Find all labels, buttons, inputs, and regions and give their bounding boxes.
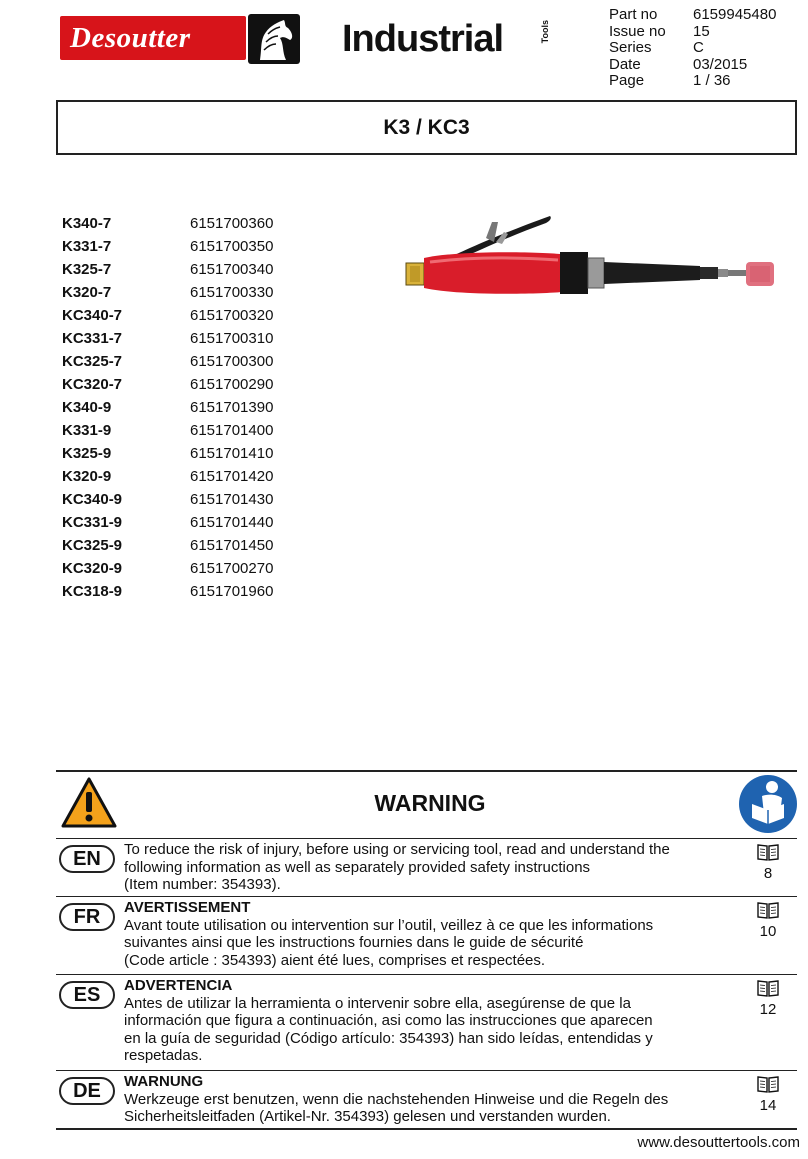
language-heading: WARNUNG bbox=[124, 1073, 204, 1090]
model-row: K325-7 6151700340 bbox=[62, 261, 274, 278]
language-heading: ADVERTENCIA bbox=[124, 977, 233, 994]
language-block-de bbox=[56, 1070, 797, 1128]
model-row: KC325-9 6151701450 bbox=[62, 537, 274, 554]
book-icon bbox=[757, 901, 779, 919]
tools-wordmark: Tools bbox=[540, 20, 550, 44]
brand-name: Desoutter bbox=[70, 22, 191, 54]
language-code: DE bbox=[59, 1077, 115, 1105]
language-text: WARNUNG Werkzeuge erst benutzen, wenn die nachstehenden Hinweise und die Regeln des Sicherheitsleitfaden (Artikel-Nr. 354393) gelesen und verstanden wurden. bbox=[124, 1073, 724, 1126]
read-manual-icon bbox=[738, 774, 798, 834]
book-icon bbox=[757, 979, 779, 997]
language-block-es bbox=[56, 974, 797, 1068]
model-row: KC320-9 6151700270 bbox=[62, 560, 274, 577]
page-reference: 12 bbox=[759, 1001, 777, 1018]
book-icon bbox=[757, 1075, 779, 1093]
warning-title: WARNING bbox=[374, 790, 486, 816]
page-reference: 8 bbox=[763, 865, 773, 882]
language-text: AVERTISSEMENT Avant toute utilisation ou intervention sur l’outil, veillez à ce que les informations suivantes ainsi que les instructions fournies dans le guide de sécurité (Code article : 354393) aient été lues, comprises et respectées. bbox=[124, 899, 724, 969]
meta-part-no: Part no 6159945480 bbox=[609, 6, 777, 23]
model-row: K325-9 6151701410 bbox=[62, 445, 274, 462]
language-text: ADVERTENCIA Antes de utilizar la herramienta o intervenir sobre ella, asegúrense de que la información que figura a continuación, asi como las instrucciones que aparecen en la guía de seguridad (Código artículo: 354393) han sido leídas, entendidas y respetadas. bbox=[124, 977, 724, 1065]
language-code: ES bbox=[59, 981, 115, 1009]
meta-series: Series C bbox=[609, 39, 704, 56]
language-block-en bbox=[56, 838, 797, 896]
language-block-fr bbox=[56, 896, 797, 972]
industrial-wordmark: Industrial bbox=[342, 18, 504, 60]
book-icon bbox=[757, 843, 779, 861]
model-list bbox=[62, 212, 273, 603]
page-reference: 10 bbox=[759, 923, 777, 940]
title-box bbox=[56, 100, 797, 155]
model-row: KC318-9 6151701960 bbox=[62, 583, 274, 600]
language-code: FR bbox=[59, 903, 115, 931]
document-meta bbox=[609, 7, 776, 90]
model-row: K331-9 6151701400 bbox=[62, 422, 274, 439]
model-row: KC331-9 6151701440 bbox=[62, 514, 274, 531]
page-reference: 14 bbox=[759, 1097, 777, 1114]
model-row: KC331-7 6151700310 bbox=[62, 330, 274, 347]
model-row: KC320-7 6151700290 bbox=[62, 376, 274, 393]
model-row: K331-7 6151700350 bbox=[62, 238, 274, 255]
die-grinder-illustration bbox=[400, 212, 800, 298]
model-row: K340-9 6151701390 bbox=[62, 399, 274, 416]
model-row: K320-7 6151700330 bbox=[62, 284, 274, 301]
language-code: EN bbox=[59, 845, 115, 873]
model-row: KC340-9 6151701430 bbox=[62, 491, 274, 508]
document-title: K3 / KC3 bbox=[383, 115, 470, 139]
model-row: K340-7 6151700360 bbox=[62, 215, 274, 232]
meta-date: Date 03/2015 bbox=[609, 55, 748, 73]
warning-top-rule bbox=[56, 770, 797, 772]
horse-logo-icon bbox=[248, 14, 300, 64]
model-row: KC325-7 6151700300 bbox=[62, 353, 274, 370]
meta-issue-no: Issue no 15 bbox=[609, 22, 710, 40]
website-link[interactable]: www.desouttertools.com bbox=[637, 1134, 800, 1151]
meta-page: Page 1 / 36 bbox=[609, 72, 731, 89]
model-row: KC340-7 6151700320 bbox=[62, 307, 274, 324]
language-heading: AVERTISSEMENT bbox=[124, 899, 251, 916]
bottom-rule bbox=[56, 1128, 797, 1130]
language-text: To reduce the risk of injury, before using or servicing tool, read and understand the following information as well as separately provided safety instructions (Item number: 354393). bbox=[124, 841, 670, 893]
desoutter-logo bbox=[60, 16, 246, 60]
model-row: K320-9 6151701420 bbox=[62, 468, 274, 485]
